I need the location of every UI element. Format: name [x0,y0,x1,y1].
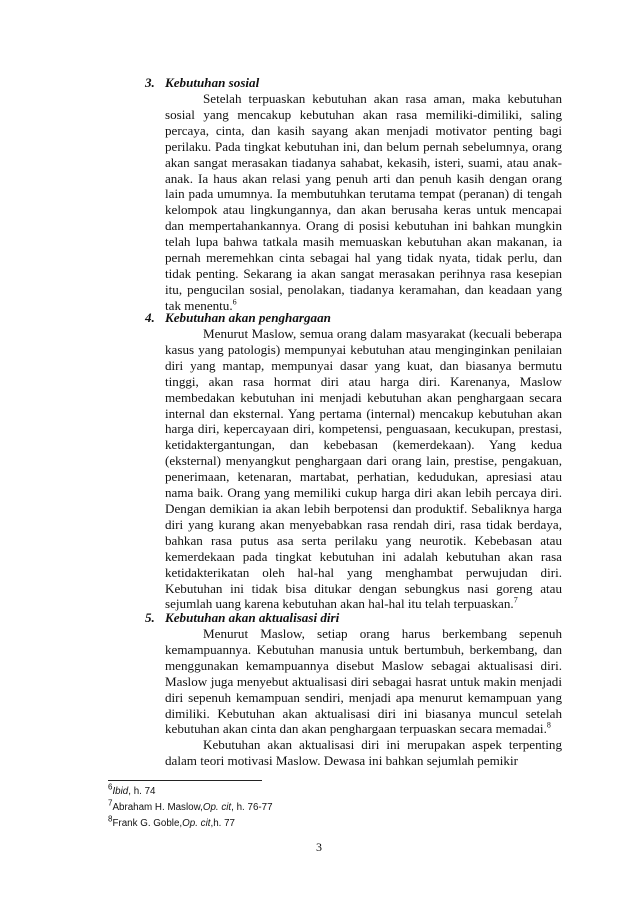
footnote-6 [108,782,156,798]
section-heading [145,74,562,91]
footnote-author: Abraham H. Maslow, [112,802,203,813]
section-title: Kebutuhan sosial [165,75,260,90]
footnote-source: Op. cit [202,802,232,813]
section-number: 4. [145,310,155,325]
section-kebutuhan-sosial [145,74,562,314]
footnote-page: ,h. 77 [210,818,235,829]
paragraph-text: Setelah terpuaskan kebutuhan akan rasa aman, maka kebutuhan sosial yang mencakup kebutuhan akan rasa memiliki-dimiliki, saling percaya, cinta, dan kasih sayang akan menjadi motivator penting bagi perilaku. Pada tingkat kebutuhan ini, dan belum pernah sebelumnya, orang akan sangat merasakan tiadanya sahabat, kekasih, isteri, suami, atau anak-anak. Ia haus akan relasi yang penuh arti dan penuh kasih dengan orang lain pada umumnya. Ia membutuhkan terutama tempat (peranan) di tengah kelompok atau lingkungannya, dan akan berusaha keras untuk mencapai dan mempertahankannya. Orang di posisi kebutuhan ini bahkan mungkin telah lupa bahwa tatkala masih memuaskan kebutuhan akan makanan, ia pernah meremehkan cinta sebagai hal yang tidak nyata, tidak perlu, dan tidak penting. Sekarang ia akan sangat merasakan perihnya rasa kesepian itu, pengucilan sosial, penolakan, tiadanya keramahan, dan keadaan yang tak menentu. [165,91,562,313]
footnote-separator [108,780,262,781]
section-number: 3. [145,75,155,90]
paragraph [165,326,562,612]
page-number: 3 [316,840,322,854]
paragraph [165,737,562,769]
footnote-number: 8 [108,814,113,824]
footnote-author: Frank G. Goble, [112,818,183,829]
footnote-source: Op. cit [182,818,211,829]
paragraph [165,91,562,314]
footnote-reference: 6 [232,297,237,307]
footnote-page: , h. 76-77 [231,802,273,813]
paragraph [165,626,562,737]
section-title: Kebutuhan akan penghargaan [165,310,331,325]
section-title: Kebutuhan akan aktualisasi diri [165,610,340,625]
footnote-8 [108,814,235,830]
footnote-7 [108,798,273,814]
section-kebutuhan-aktualisasi-diri [145,609,562,769]
section-kebutuhan-penghargaan [145,309,562,612]
section-heading [145,609,562,626]
footnote-reference: 8 [546,721,551,731]
section-number: 5. [145,610,155,625]
footnote-number: 6 [108,782,113,792]
footnote-source: Ibid [112,786,129,797]
paragraph-text: Kebutuhan akan aktualisasi diri ini merupakan aspek terpenting dalam teori motivasi Maslow. Dewasa ini bahkan sejumlah pemikir [165,737,562,769]
footnote-number: 7 [108,798,113,808]
footnote-page: , h. 74 [128,786,156,797]
footnote-reference: 7 [513,596,518,606]
paragraph-text: Menurut Maslow, semua orang dalam masyarakat (kecuali beberapa kasus yang patologis) mempunyai kebutuhan atau menginginkan penilaian diri yang mantap, mempunyai dasar yang kuat, dan biasanya bermutu tinggi, akan rasa hormat diri atau harga diri. Karenanya, Maslow membedakan kebutuhan ini menjadi kebutuhan akan penghargaan secara internal dan eksternal. Yang pertama (internal) mencakup kebutuhan akan harga diri, kepercayaan diri, kompetensi, penguasaan, kecukupan, prestasi, ketidaktergantungan, dan kebebasan (kemerdekaan). Yang kedua (eksternal) menyangkut penghargaan dari orang lain, prestise, pengakuan, penerimaan, ketenaran, martabat, perhatian, kedudukan, apresiasi atau nama baik. Orang yang memiliki cukup harga diri akan lebih percaya diri. Dengan demikian ia akan lebih berpotensi dan produktif. Sebaliknya harga diri yang kurang akan menyebabkan rasa rendah diri, rasa tidak berdaya, bahkan rasa putus asa serta perilaku yang neurotik. Kebebasan atau kemerdekaan pada tingkat kebutuhan ini adalah kebutuhan akan rasa ketidakterikatan oleh hal-hal yang menghambat perwujudan diri. Kebutuhan ini tidak bisa ditukar dengan sebungkus nasi goreng atau sejumlah uang karena kebutuhan akan hal-hal itu telah terpuaskan. [165,326,562,612]
section-heading [145,309,562,326]
paragraph-text: Menurut Maslow, setiap orang harus berkembang sepenuh kemampuannya. Kebutuhan manusia untuk bertumbuh, berkembang, dan menggunakan kemampuannya disebut Maslow sebagai aktualisasi diri. Maslow juga menyebut aktualisasi diri sebagai hasrat untuk makin menjadi diri sepenuh kemampuan sendiri, menjadi apa menurut kemampuan yang dimiliki. Kebutuhan akan aktualisasi diri ini biasanya muncul setelah kebutuhan akan cinta dan akan penghargaan terpuaskan secara memadai. [165,626,562,737]
